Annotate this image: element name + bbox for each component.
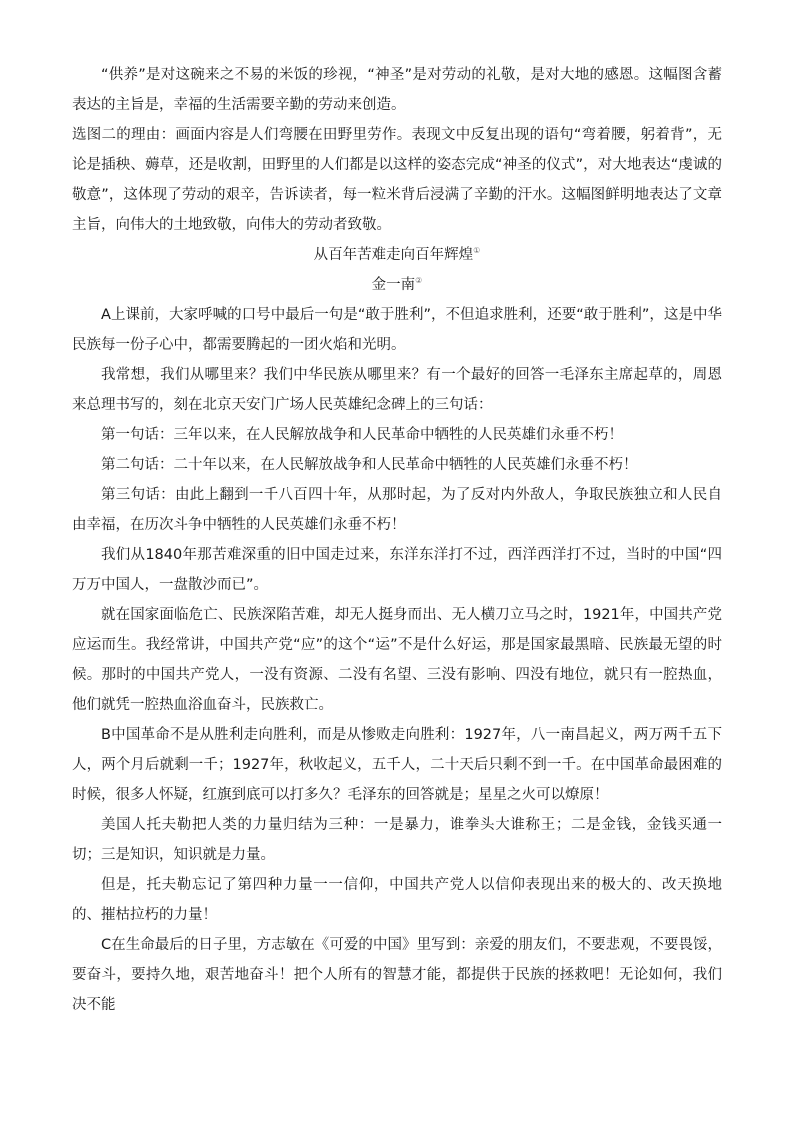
article-author (72, 270, 722, 300)
body-paragraph-6: 我们从1840年那苦难深重的旧中国走过来，东洋东洋打不过，西洋西洋打不过，当时的中国“四万万中国人，一盘散沙而已”。 (72, 547, 722, 593)
document-page (72, 60, 722, 1020)
body-paragraph-1: A上课前，大家呼喊的口号中最后一句是“敢于胜利”，不但追求胜利，还要“敢于胜利”，这是中华民族每一份子心中，都需要腾起的一团火焰和光明。 (72, 307, 722, 353)
body-paragraph-5: 第三句话：由此上翻到一千八百四十年，从那时起，为了反对内外敌人，争取民族独立和人民自由幸福，在历次斗争中牺牲的人民英雄们永垂不朽！ (72, 487, 722, 533)
answer-paragraph-1: “供养”是对这碗来之不易的米饭的珍视，“神圣”是对劳动的礼敬，是对大地的感恩。这幅图含蓄表达的主旨是，幸福的生活需要辛勤的劳动来创造。 (72, 67, 722, 113)
author-footnote-marker: ② (415, 276, 423, 286)
body-paragraph-11: C在生命最后的日子里，方志敏在《可爱的中国》里写到：亲爱的朋友们，不要悲观，不要畏馁，要奋斗，要持久地，艰苦地奋斗！把个人所有的智慧才能，都提供于民族的拯救吧！无论如何，我们决不能 (72, 937, 722, 1013)
body-paragraph-2: 我常想，我们从哪里来？我们中华民族从哪里来？有一个最好的回答一毛泽东主席起草的，周恩来总理书写的，刻在北京天安门广场人民英雄纪念碑上的三句话： (72, 367, 722, 413)
body-paragraph-8: B中国革命不是从胜利走向胜利，而是从惨败走向胜利：1927年，八一南昌起义，两万两千五下人，两个月后就剩一千；1927年，秋收起义，五千人，二十天后只剩不到一千。在中国革命最困难的时候，很多人怀疑，红旗到底可以打多久？毛泽东的回答就是；星星之火可以燎原！ (72, 727, 722, 803)
body-paragraph-4: 第二句话：二十年以来，在人民解放战争和人民革命中牺牲的人民英雄们永垂不朽！ (101, 457, 638, 473)
answer-paragraph-2: 选图二的理由：画面内容是人们弯腰在田野里劳作。表现文中反复出现的语句“弯着腰，躬着背”，无论是插秧、薅草，还是收割，田野里的人们都是以这样的姿态完成“神圣的仪式”，对大地表达“虔诚的敬意”，这体现了劳动的艰辛，告诉读者，每一粒米背后浸满了辛勤的汗水。这幅图鲜明地表达了文章主旨，向伟大的土地致敬，向伟大的劳动者致敬。 (72, 127, 722, 233)
body-paragraph-10: 但是，托夫勒忘记了第四种力量一一信仰，中国共产党人以信仰表现出来的极大的、改天换地的、摧枯拉朽的力量！ (72, 877, 722, 923)
body-paragraph-3: 第一句话：三年以来，在人民解放战争和人民革命中牺牲的人民英雄们永垂不朽！ (101, 427, 623, 443)
title-footnote-marker: ① (473, 246, 481, 256)
body-paragraph-9: 美国人托夫勒把人类的力量归结为三种：一是暴力，谁拳头大谁称王；二是金钱，金钱买通一切；三是知识，知识就是力量。 (72, 817, 722, 863)
body-paragraph-7: 就在国家面临危亡、民族深陷苦难，却无人挺身而出、无人横刀立马之时，1921年，中国共产党应运而生。我经常讲，中国共产党“应”的这个“运”不是什么好运，那是国家最黑暗、民族最无望的时候。那时的中国共产党人，一没有资源、二没有名望、三没有影响、四没有地位，就只有一腔热血，他们就凭一腔热血浴血奋斗，民族救亡。 (72, 607, 722, 713)
article-title-text: 从百年苦难走向百年辉煌 (313, 247, 474, 263)
article-title (72, 240, 722, 270)
article-author-text: 金一南 (371, 277, 416, 293)
